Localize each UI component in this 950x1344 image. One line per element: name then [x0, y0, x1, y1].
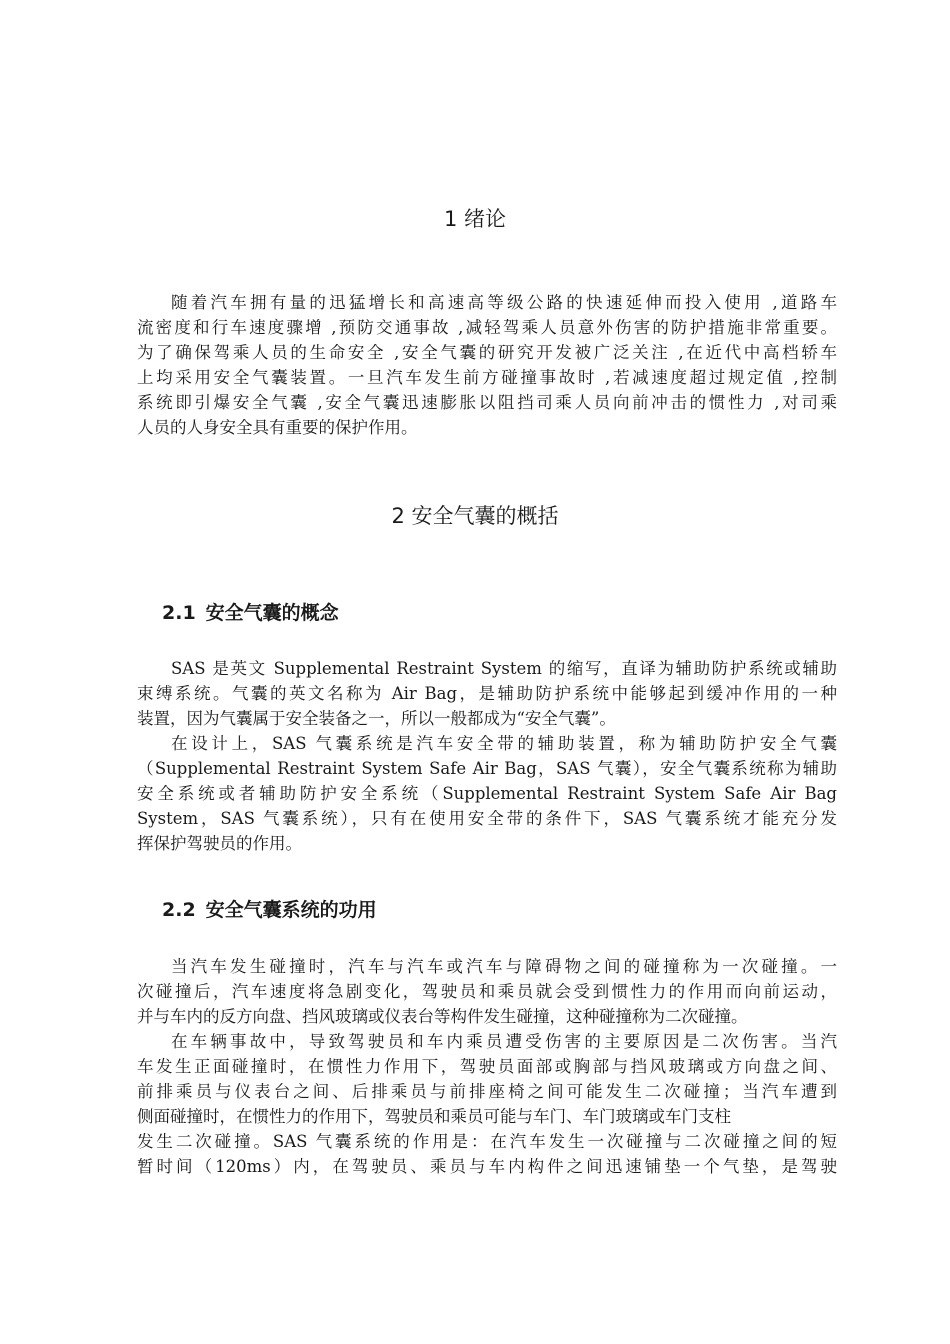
- paragraph-line: 上均采用安全气囊装置。一旦汽车发生前方碰撞事故时 ,若减速度超过规定值 ,控制: [137, 368, 837, 387]
- subsection-2-1-paragraph-1: [137, 656, 837, 731]
- paragraph-line: （Supplemental Restraint System Safe Air Bag，SAS 气囊），安全气囊系统称为辅助: [137, 759, 837, 778]
- paragraph-line: 人员的人身安全具有重要的保护作用。: [137, 418, 418, 437]
- subsection-2-2-paragraph-1: [137, 954, 837, 1029]
- subsection-number: 2.2: [162, 899, 196, 921]
- section-1-title: 1 绪论: [443, 207, 507, 231]
- paragraph-line: SAS 是英文 Supplemental Restraint System 的缩写，直译为辅助防护系统或辅助: [171, 659, 837, 678]
- section-2-title: 2 安全气囊的概括: [391, 504, 559, 528]
- subsection-number: 2.1: [162, 602, 196, 624]
- paragraph-line: 在车辆事故中，导致驾驶员和车内乘员遭受伤害的主要原因是二次伤害。当汽: [171, 1032, 837, 1051]
- paragraph-line: 车发生正面碰撞时，在惯性力作用下，驾驶员面部或胸部与挡风玻璃或方向盘之间、: [137, 1057, 837, 1076]
- subsection-2-2-paragraph-2: [137, 1029, 837, 1179]
- paragraph-line: 当汽车发生碰撞时，汽车与汽车或汽车与障碍物之间的碰撞称为一次碰撞。一: [171, 957, 837, 976]
- paragraph-line: 前排乘员与仪表台之间、后排乘员与前排座椅之间可能发生二次碰撞；当汽车遭到: [137, 1082, 837, 1101]
- subsection-2-2-heading: [162, 897, 377, 923]
- paragraph-line: System，SAS 气囊系统），只有在使用安全带的条件下，SAS 气囊系统才能充分发: [137, 809, 837, 828]
- paragraph-line: 为了确保驾乘人员的生命安全 ,安全气囊的研究开发被广泛关注 ,在近代中高档轿车: [137, 343, 837, 362]
- paragraph-line: 并与车内的反方向盘、挡风玻璃或仪表台等构件发生碰撞，这种碰撞称为二次碰撞。: [137, 1007, 748, 1026]
- paragraph-line: 在设计上，SAS 气囊系统是汽车安全带的辅助装置，称为辅助防护安全气囊: [171, 734, 837, 753]
- paragraph-line: 挥保护驾驶员的作用。: [137, 834, 302, 853]
- paragraph-line: 次碰撞后，汽车速度将急剧变化，驾驶员和乘员就会受到惯性力的作用而向前运动，: [137, 982, 837, 1001]
- paragraph-line: 装置，因为气囊属于安全装备之一，所以一般都成为“安全气囊”。: [137, 709, 616, 728]
- paragraph-line: 侧面碰撞时，在惯性力的作用下，驾驶员和乘员可能与车门、车门玻璃或车门支柱: [137, 1107, 731, 1126]
- paragraph-line: 暂时间（120ms）内，在驾驶员、乘员与车内构件之间迅速铺垫一个气垫，是驾驶: [137, 1157, 837, 1176]
- paragraph-line: 束缚系统。气囊的英文名称为 Air Bag，是辅助防护系统中能够起到缓冲作用的一种: [137, 684, 837, 703]
- subsection-2-1-heading: [162, 600, 339, 626]
- paragraph-line: 流密度和行车速度骤增 ,预防交通事故 ,减轻驾乘人员意外伤害的防护措施非常重要。: [137, 318, 837, 337]
- paragraph-line: 安全系统或者辅助防护安全系统（Supplemental Restraint System Safe Air Bag: [137, 784, 837, 803]
- paragraph-line: 系统即引爆安全气囊 ,安全气囊迅速膨胀以阻挡司乘人员向前冲击的惯性力 ,对司乘: [137, 393, 837, 412]
- subsection-title: 安全气囊的概念: [205, 602, 339, 624]
- paragraph-line: 发生二次碰撞。SAS 气囊系统的作用是：在汽车发生一次碰撞与二次碰撞之间的短: [137, 1132, 837, 1151]
- subsection-2-1-paragraph-2: [137, 731, 837, 856]
- paragraph-line: 随着汽车拥有量的迅猛增长和高速高等级公路的快速延伸而投入使用 ,道路车: [171, 293, 837, 312]
- section-1-paragraph: [137, 290, 837, 440]
- subsection-title: 安全气囊系统的功用: [205, 899, 377, 921]
